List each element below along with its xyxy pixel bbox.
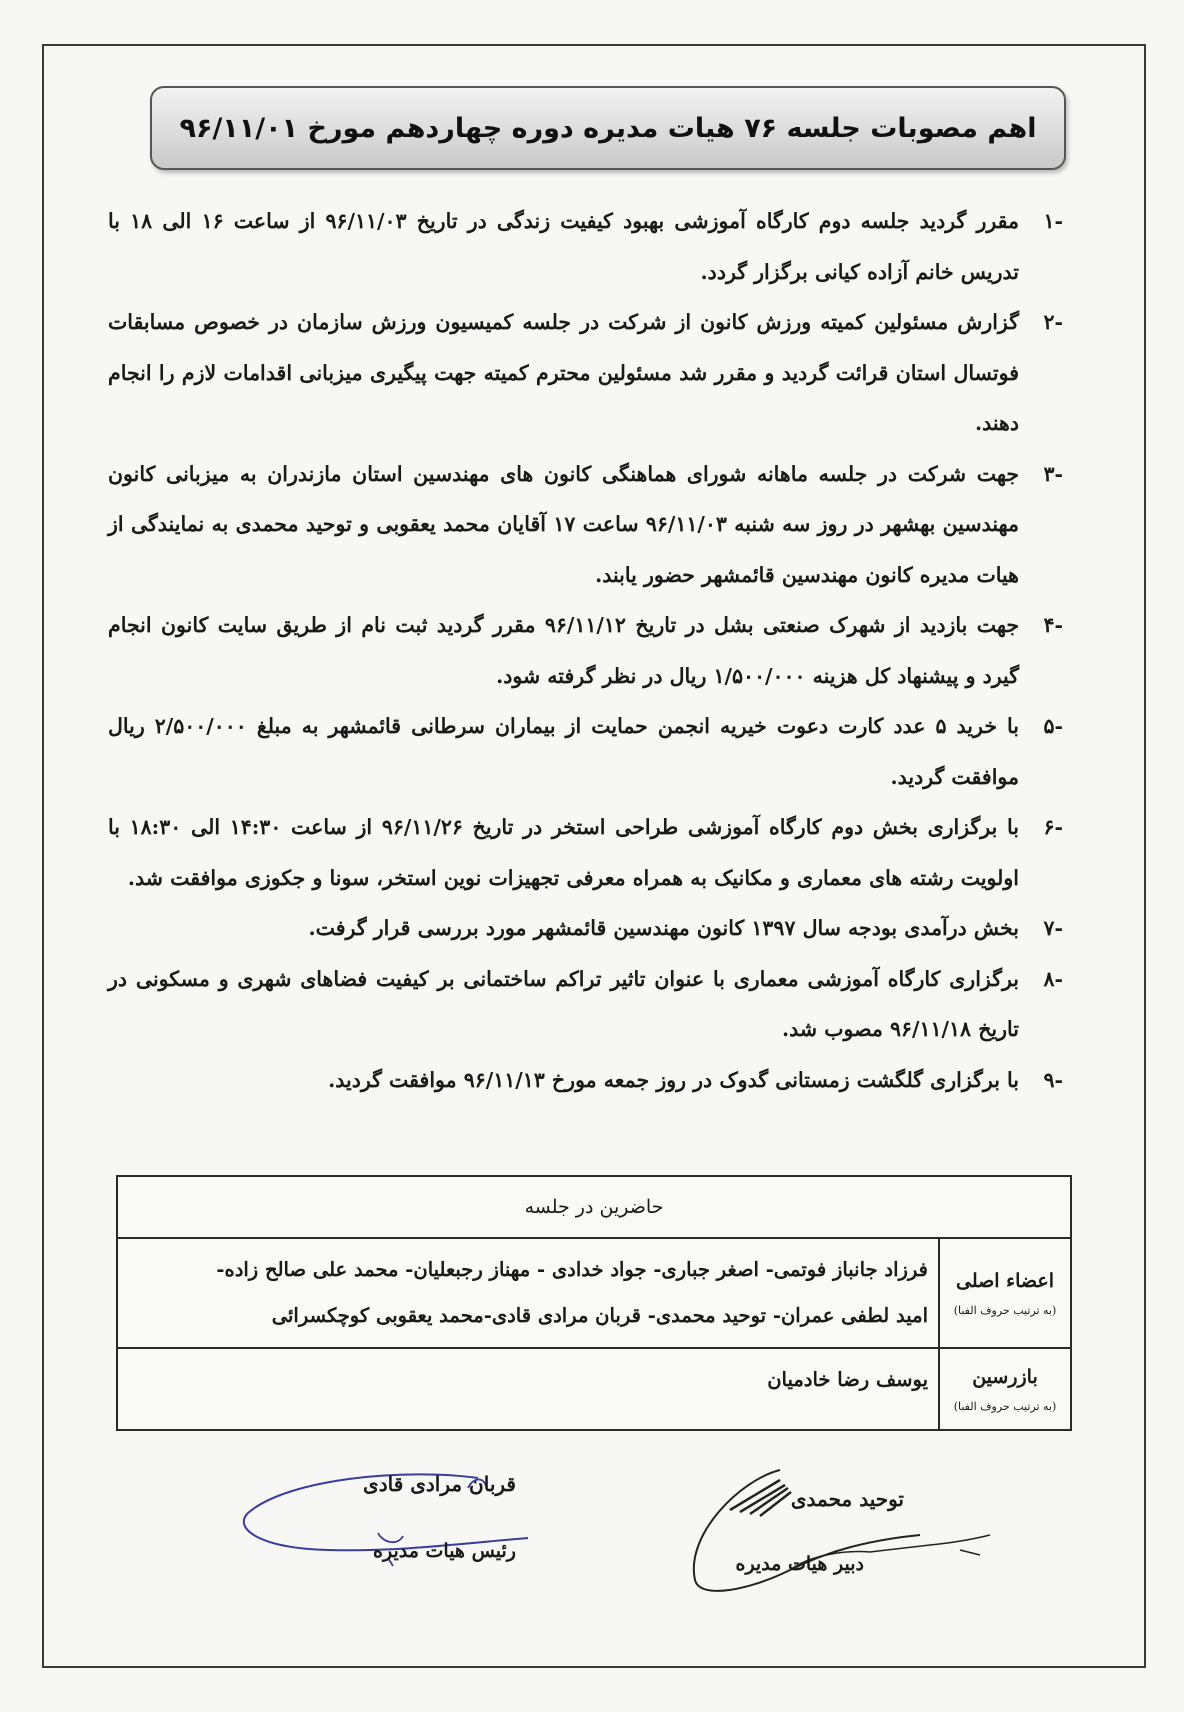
- table-row: [117, 1238, 1071, 1348]
- resolution-number: -۳: [1043, 461, 1063, 486]
- resolution-number: -۲: [1043, 310, 1063, 334]
- chairman-name: قربان مرادی قادی: [363, 1472, 516, 1496]
- resolution-item: [108, 196, 1063, 297]
- chairman-signature-block: [296, 1472, 516, 1562]
- inspectors-label: بازرسین: [972, 1365, 1038, 1388]
- attendees-header: حاضرین در جلسه: [117, 1176, 1071, 1238]
- alphabetical-note: (به ترتیب حروف الفبا): [953, 1399, 1057, 1413]
- resolution-number: -۶: [1043, 815, 1063, 839]
- resolution-text: جهت بازدید از شهرک صنعتی بشل در تاریخ ۹۶/۱۱/۱۲ مقرر گردید ثبت نام از طریق سایت کانون انجام گیرد و پیشنهاد کل هزینه ۱/۵۰۰/۰۰۰ ریال در نظر گرفته شود.: [108, 613, 1019, 688]
- resolution-text: برگزاری کارگاه آموزشی معماری با عنوان تاثیر تراکم ساختمانی بر کیفیت فضاهای شهری و مسکونی در تاریخ ۹۶/۱۱/۱۸ مصوب شد.: [108, 966, 1019, 1041]
- main-members-label: اعضاء اصلی: [956, 1269, 1054, 1292]
- resolution-number: -۵: [1043, 714, 1063, 738]
- resolutions-list: [108, 196, 1063, 1105]
- resolution-item: [108, 1055, 1063, 1106]
- resolution-text: با برگزاری بخش دوم کارگاه آموزشی طراحی استخر در تاریخ ۹۶/۱۱/۲۶ از ساعت ۱۴:۳۰ الی ۱۸:۳۰ با اولویت رشته های معماری و مکانیک به همراه معرفی تجهیزات نوین استخر، سونا و جکوزی موافقت شد.: [108, 815, 1019, 890]
- table-row: [117, 1348, 1071, 1430]
- secretary-name: توحید محمدی: [790, 1487, 904, 1511]
- attendees-table: [116, 1175, 1072, 1431]
- resolution-text: با خرید ۵ عدد کارت دعوت خیریه انجمن حمایت از بیماران سرطانی قائمشهر به مبلغ ۲/۵۰۰/۰۰۰ ریال موافقت گردید.: [108, 714, 1019, 789]
- resolution-item: [108, 954, 1063, 1055]
- inspectors-label-cell: [939, 1348, 1071, 1430]
- page-title: اهم مصوبات جلسه ۷۶ هیات مدیره دوره چهاردهم مورخ ۹۶/۱۱/۰۱: [179, 112, 1037, 144]
- resolution-text: بخش درآمدی بودجه سال ۱۳۹۷ کانون مهندسین قائمشهر مورد بررسی قرار گرفت.: [308, 916, 1019, 940]
- resolution-item: [108, 449, 1063, 601]
- main-members-names: [117, 1238, 939, 1348]
- resolution-item: [108, 701, 1063, 802]
- chairman-title: رئیس هیات مدیره: [373, 1540, 516, 1562]
- title-banner: [150, 86, 1066, 170]
- resolution-number: -۷: [1043, 916, 1063, 940]
- resolution-text: گزارش مسئولین کمیته ورزش کانون از شرکت در جلسه کمیسیون ورزش سازمان در خصوص مسابقات فوتسال استان قرائت گردید و مقرر شد مسئولین محترم کمیته جهت پیگیری میزبانی اقدامات لازم را انجام دهند.: [108, 310, 1019, 435]
- secretary-title: دبیر هیات مدیره: [735, 1553, 864, 1575]
- resolution-item: [108, 802, 1063, 903]
- resolution-item: [108, 600, 1063, 701]
- resolution-item: [108, 903, 1063, 954]
- resolution-number: -۴: [1043, 613, 1063, 637]
- inspectors-names: یوسف رضا خادمیان: [117, 1348, 939, 1430]
- resolution-text: مقرر گردید جلسه دوم کارگاه آموزشی بهبود کیفیت زندگی در تاریخ ۹۶/۱۱/۰۳ از ساعت ۱۶ الی ۱۸ با تدریس خانم آزاده کیانی برگزار گردد.: [108, 209, 1020, 284]
- main-members-line: امید لطفی عمران- توحید محمدی- قربان مرادی قادی-محمد یعقوبی کوچکسرائی: [271, 1304, 928, 1327]
- main-members-line: فرزاد جانباز فوتمی- اصغر جباری- جواد خدادی - مهناز رجبعلیان- محمد علی صالح زاده-: [216, 1258, 928, 1281]
- alphabetical-note: (به ترتیب حروف الفبا): [953, 1303, 1057, 1317]
- resolution-text: با برگزاری گلگشت زمستانی گدوک در روز جمعه مورخ ۹۶/۱۱/۱۳ موافقت گردید.: [328, 1067, 1019, 1092]
- resolution-item: [108, 297, 1063, 449]
- resolution-text: جهت شرکت در جلسه ماهانه شورای هماهنگی کانون های مهندسین استان مازندران به میزبانی کانون مهندسین بهشهر در روز سه شنبه ۹۶/۱۱/۰۳ ساعت ۱۷ آقایان محمد یعقوبی و توحید محمدی به نمایندگی از هیات مدیره کانون مهندسین قائمشهر حضور یابند.: [108, 461, 1019, 587]
- secretary-signature-block: [644, 1487, 904, 1575]
- resolution-number: -۱: [1043, 209, 1063, 233]
- resolution-number: -۹: [1043, 1067, 1063, 1092]
- main-members-label-cell: [939, 1238, 1071, 1348]
- resolution-number: -۸: [1043, 966, 1063, 991]
